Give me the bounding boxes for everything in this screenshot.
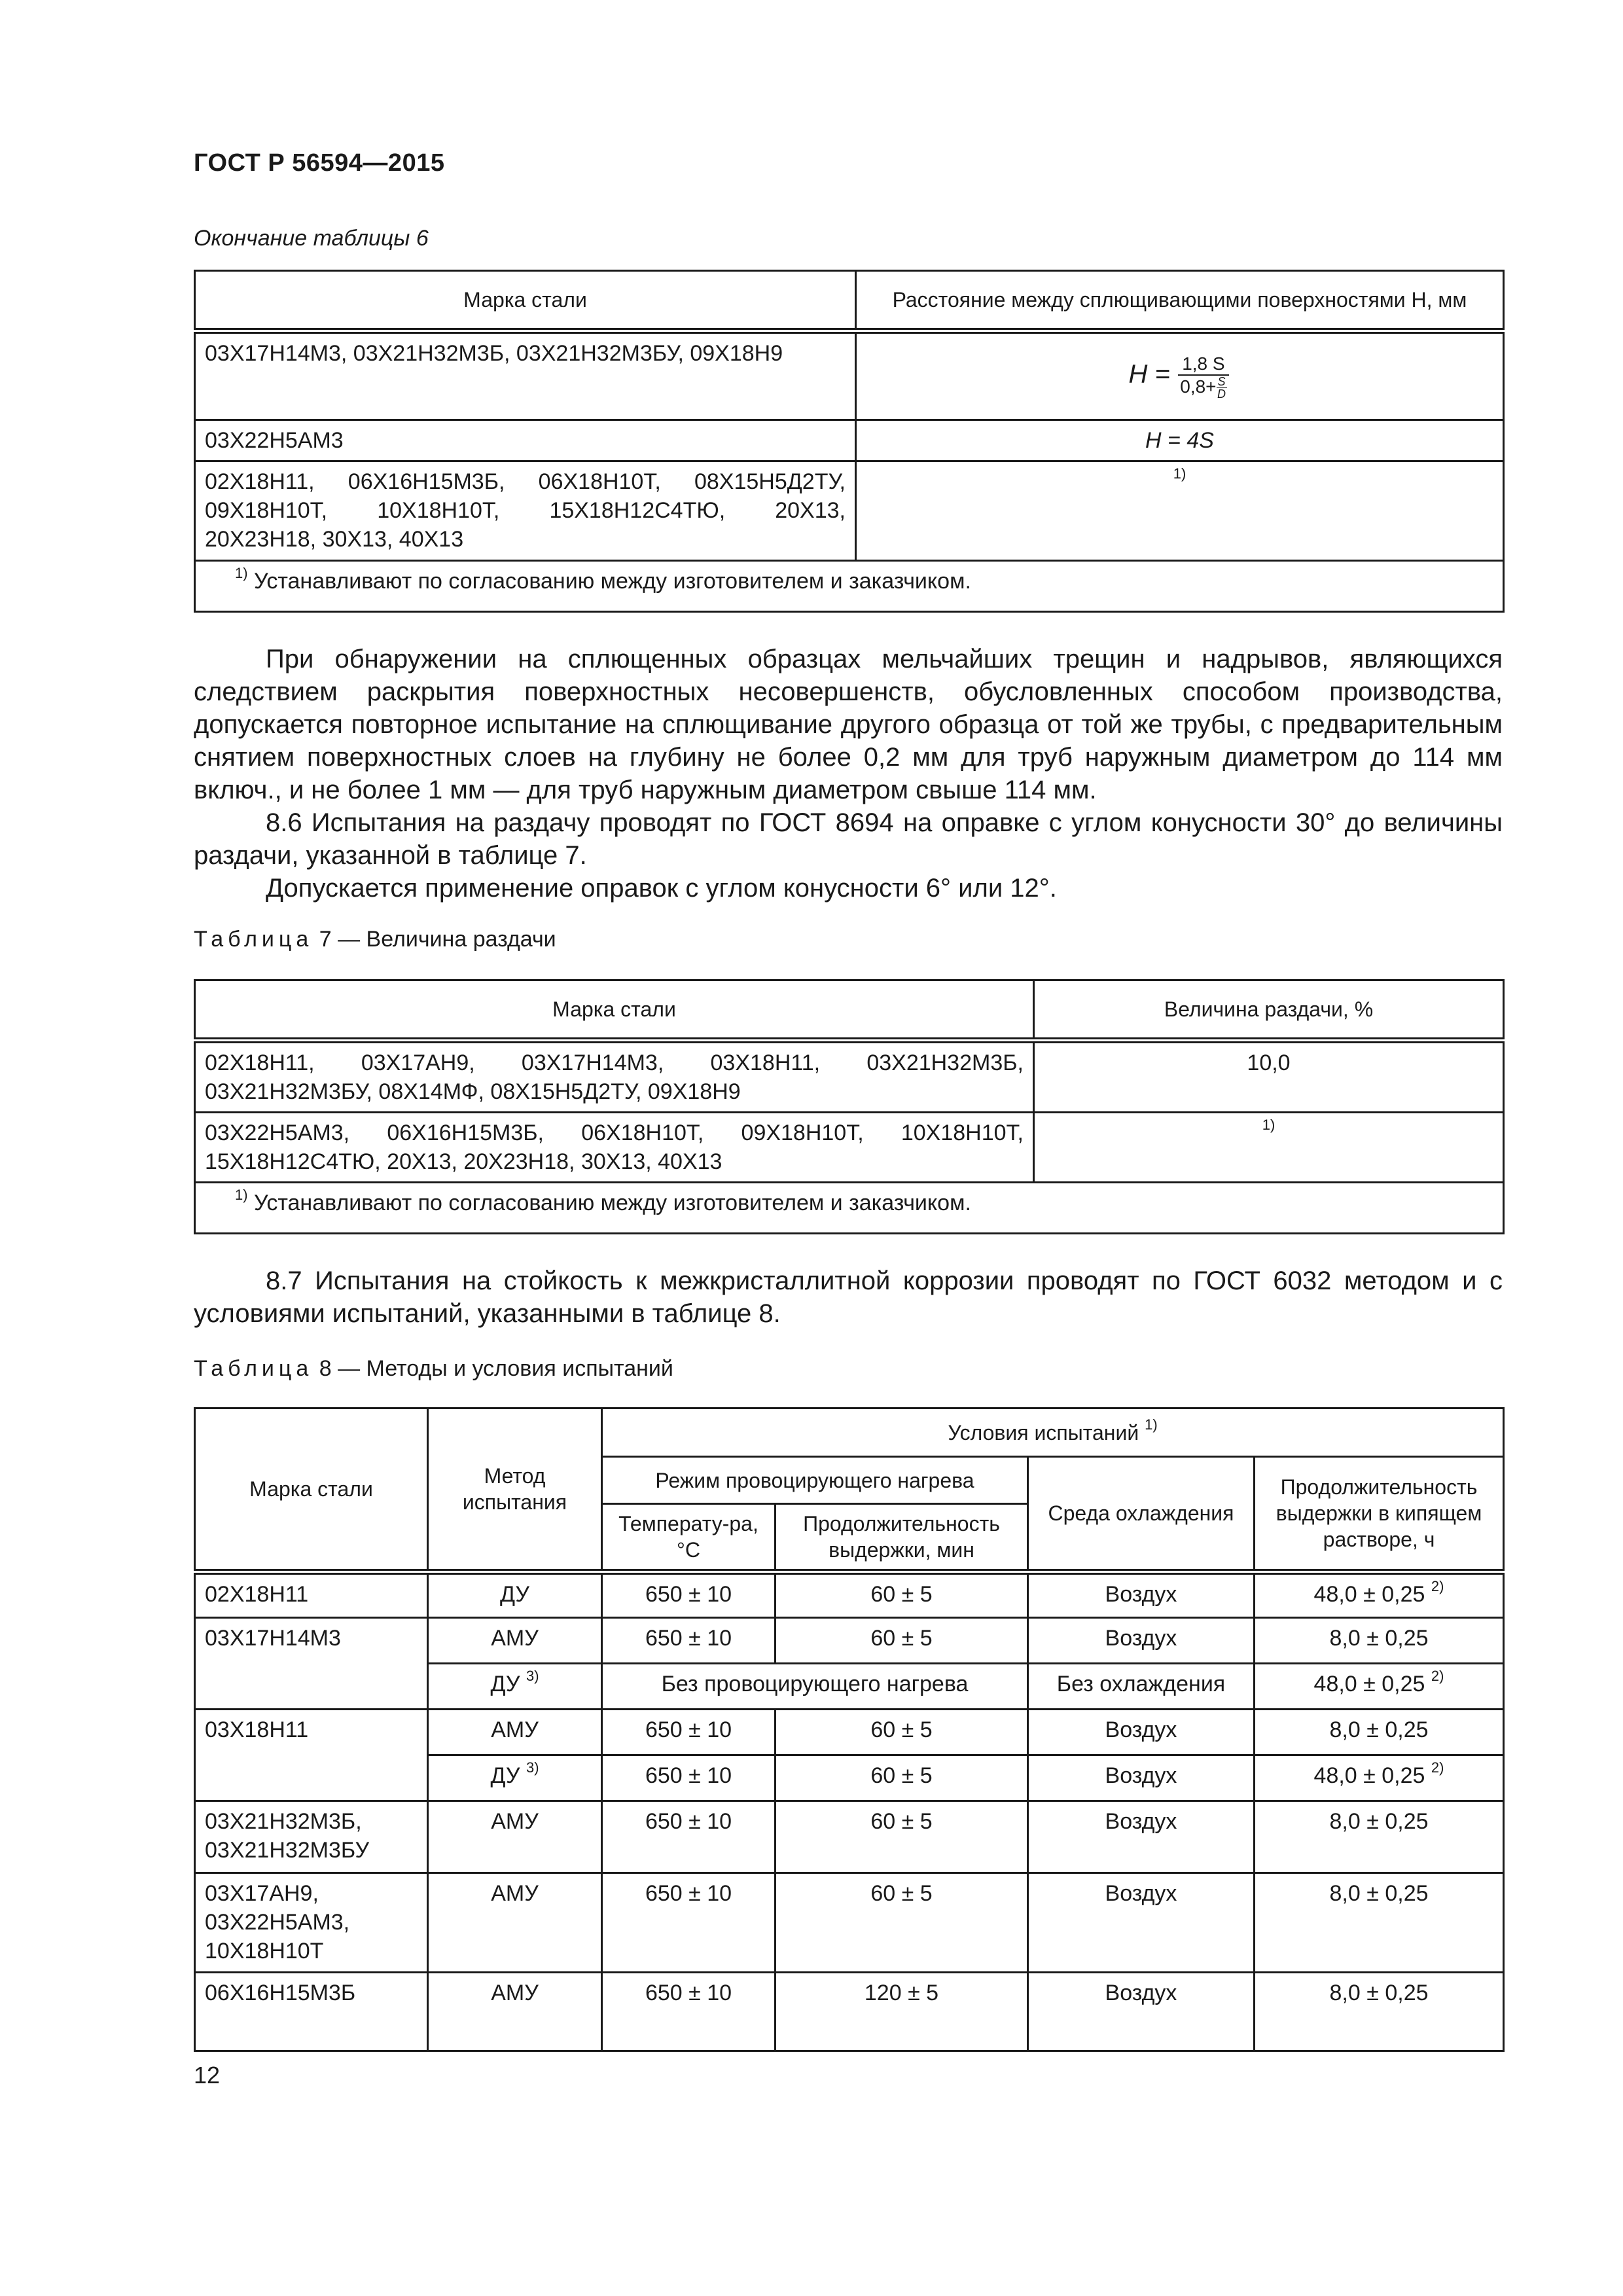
table8-row6-hold: 60 ± 5 (776, 1801, 1028, 1873)
paragraph-8-6: 8.6 Испытания на раздачу проводят по ГОСТ 8694 на оправке с углом конусности 30° до величины раздачи, указанной в таблице 7. (194, 808, 1503, 870)
table8-header-cooling: Среда охлаждения (1028, 1457, 1255, 1572)
table7-row2-line2: 15Х18Н12С4ТЮ, 20Х13, 20Х23Н18, 30Х13, 40Х13 (205, 1149, 722, 1174)
table7-caption (194, 927, 556, 952)
table8-row7-temp: 650 ± 10 (602, 1873, 776, 1973)
table8-header-heating: Режим провоцирующего нагрева (602, 1457, 1028, 1504)
table8-row2-steel: 03Х17Н14М3 (195, 1618, 428, 1710)
table8-header-steel: Марка стали (195, 1408, 428, 1572)
paragraph-mandrel: Допускается применение оправок с углом конусности 6° или 12°. (266, 874, 1057, 903)
table8-row7-steel (195, 1873, 428, 1973)
table7-row1-line1: 02Х18Н11, 03Х17АН9, 03Х17Н14М3, 03Х18Н11, 03Х21Н32М3Б, (205, 1050, 1024, 1075)
table8-row4-hold: 60 ± 5 (776, 1710, 1028, 1755)
table8-row8-cool: Воздух (1028, 1973, 1255, 2051)
table8-row2-boil: 8,0 ± 0,25 (1255, 1618, 1504, 1664)
table8-row2-hold: 60 ± 5 (776, 1618, 1028, 1664)
formula-mini-den: D (1217, 387, 1226, 401)
table8-row1-hold: 60 ± 5 (776, 1572, 1028, 1618)
formula-denominator (1176, 376, 1230, 400)
table8-header-method: Метод испытания (428, 1408, 602, 1572)
table7-row1-value: 10,0 (1034, 1041, 1504, 1113)
table8-row1-steel: 02Х18Н11 (195, 1572, 428, 1618)
table8-row7-method: АМУ (428, 1873, 602, 1973)
table6-header-steel: Марка стали (195, 271, 856, 331)
table6-row1-steel: 03Х17Н14М3, 03Х21Н32М3Б, 03Х21Н32М3БУ, 09Х18Н9 (195, 331, 856, 420)
table8-row2-temp: 650 ± 10 (602, 1618, 776, 1664)
table7-row1-line2: 03Х21Н32М3БУ, 08Х14МФ, 08Х15Н5Д2ТУ, 09Х18Н9 (205, 1079, 741, 1104)
table7-caption-word: Таблица (194, 927, 313, 952)
table8-caption-rest: 8 — Методы и условия испытаний (313, 1356, 673, 1381)
footnote-ref: 2) (1431, 1759, 1444, 1776)
table8-row5-boil (1255, 1755, 1504, 1801)
table8-row7-cool: Воздух (1028, 1873, 1255, 1973)
table8-row6-steel (195, 1801, 428, 1873)
table8-row3-method (428, 1664, 602, 1710)
table6-footnote-mark: 1) (235, 564, 248, 581)
footnote-ref: 1) (1262, 1116, 1275, 1133)
table8-row3-boil (1255, 1664, 1504, 1710)
table6-row3-steel (195, 461, 856, 561)
table8-row7-line2: 03Х22Н5АМ3, (205, 1910, 350, 1935)
table8-row8-steel: 06Х16Н15М3Б (195, 1973, 428, 2051)
table8-row4-steel: 03Х18Н11 (195, 1710, 428, 1801)
formula-numerator: 1,8 S (1178, 353, 1228, 376)
table8 (194, 1407, 1505, 2052)
table7-footnote-text: Устанавливают по согласованию между изготовителем и заказчиком. (247, 1191, 971, 1215)
footnote-ref: 1) (1145, 1416, 1158, 1433)
table8-row6-temp: 650 ± 10 (602, 1801, 776, 1873)
table8-row2-cool: Воздух (1028, 1618, 1255, 1664)
table8-row4-cool: Воздух (1028, 1710, 1255, 1755)
footnote-ref: 3) (526, 1667, 539, 1684)
table8-row4-temp: 650 ± 10 (602, 1710, 776, 1755)
table7-row2-value (1034, 1113, 1504, 1183)
table8-row1-method: ДУ (428, 1572, 602, 1618)
table6-row3-value (856, 461, 1504, 561)
table6-row3-line1: 02Х18Н11, 06Х16Н15М3Б, 06Х18Н10Т, 08Х15Н5Д2ТУ, (205, 469, 846, 494)
table8-row3-noheat: Без провоцирующего нагрева (602, 1664, 1028, 1710)
table6-header-distance: Расстояние между сплющивающими поверхностями H, мм (856, 271, 1504, 331)
table8-row5-hold: 60 ± 5 (776, 1755, 1028, 1801)
table7-caption-rest: 7 — Величина раздачи (313, 927, 556, 952)
footnote-ref: 2) (1431, 1577, 1444, 1594)
table6 (194, 270, 1505, 613)
table7-row2-steel (195, 1113, 1034, 1183)
table6-row2-formula: H = 4S (1145, 428, 1214, 453)
table8-header-hold: Продолжительность выдержки, мин (776, 1504, 1028, 1572)
table8-row8-temp: 650 ± 10 (602, 1973, 776, 2051)
formula-mini-fraction (1217, 376, 1227, 400)
table8-row6-cool: Воздух (1028, 1801, 1255, 1873)
table8-row8-method: АМУ (428, 1973, 602, 2051)
table7-header-steel: Марка стали (195, 980, 1034, 1041)
table8-row5-boil-value: 48,0 ± 0,25 (1313, 1763, 1425, 1788)
table8-conditions-label: Условия испытаний (948, 1420, 1139, 1444)
table7-footnote-mark: 1) (235, 1186, 248, 1203)
table8-header-boil: Продолжительность выдержки в кипящем растворе, ч (1255, 1457, 1504, 1572)
table8-row4-boil: 8,0 ± 0,25 (1255, 1710, 1504, 1755)
table7 (194, 979, 1505, 1234)
table8-row5-temp: 650 ± 10 (602, 1755, 776, 1801)
table6-footnote-text: Устанавливают по согласованию между изготовителем и заказчиком. (247, 569, 971, 594)
table8-row5-cool: Воздух (1028, 1755, 1255, 1801)
table7-header-value: Величина раздачи, % (1034, 980, 1504, 1041)
table8-row7-line3: 10Х18Н10Т (205, 1939, 324, 1964)
table6-footnote (195, 561, 1504, 612)
page-number: 12 (194, 2062, 221, 2089)
footnote-ref: 1) (1173, 465, 1186, 482)
paragraph-8-7: 8.7 Испытания на стойкость к межкристаллитной коррозии проводят по ГОСТ 6032 методом и с условиями испытаний, указанными в таблице 8. (194, 1266, 1503, 1328)
paragraph-flattening: При обнаружении на сплющенных образцах мельчайших трещин и надрывов, являющихся следствием раскрытия поверхностных несовершенств, обусловленных способом производства, допускается повторное испытание на сплющивание другого образца от той же трубы, с предварительным снятием поверхностных слоев на глубину не более 0,2 мм для труб наружным диаметром до 114 мм включ., и не более 1 мм — для труб наружным диаметром свыше 114 мм. (194, 645, 1503, 804)
table8-caption-word: Таблица (194, 1356, 313, 1381)
table8-row6-line1: 03Х21Н32М3Б, (205, 1809, 362, 1834)
formula-fraction (1176, 353, 1230, 400)
footnote-ref: 2) (1431, 1667, 1444, 1684)
table8-row8-hold: 120 ± 5 (776, 1973, 1028, 2051)
table8-row6-method: АМУ (428, 1801, 602, 1873)
table8-row1-temp: 650 ± 10 (602, 1572, 776, 1618)
table8-row2-method: АМУ (428, 1618, 602, 1664)
table8-row7-hold: 60 ± 5 (776, 1873, 1028, 1973)
table8-row3-method-value: ДУ (490, 1672, 520, 1696)
table8-row4-method: АМУ (428, 1710, 602, 1755)
table7-footnote (195, 1183, 1504, 1234)
table8-row3-cool: Без охлаждения (1028, 1664, 1255, 1710)
table8-row5-method (428, 1755, 602, 1801)
table8-header-conditions (602, 1408, 1504, 1457)
table8-row5-method-value: ДУ (490, 1763, 520, 1788)
formula-h: H = (1128, 359, 1170, 388)
table6-row3-line2: 09Х18Н10Т, 10Х18Н10Т, 15Х18Н12С4ТЮ, 20Х13, (205, 498, 846, 523)
table8-caption (194, 1356, 673, 1382)
table8-row1-cool: Воздух (1028, 1572, 1255, 1618)
table8-row1-boil-value: 48,0 ± 0,25 (1313, 1582, 1425, 1607)
table7-row2-line1: 03Х22Н5АМ3, 06Х16Н15М3Б, 06Х18Н10Т, 09Х18Н10Т, 10Х18Н10Т, (205, 1121, 1024, 1145)
table8-row3-boil-value: 48,0 ± 0,25 (1313, 1672, 1425, 1696)
table8-row1-boil (1255, 1572, 1504, 1618)
table8-row8-boil: 8,0 ± 0,25 (1255, 1973, 1504, 2051)
table6-row2-value (856, 420, 1504, 461)
table8-header-temp: Температу-ра, °С (602, 1504, 776, 1572)
table6-row1-formula (856, 331, 1504, 420)
footnote-ref: 3) (526, 1759, 539, 1776)
table6-row2-steel: 03Х22Н5АМ3 (195, 420, 856, 461)
formula-mini-num: S (1217, 374, 1226, 388)
formula-den-prefix: 0,8+ (1180, 376, 1217, 397)
table8-row6-line2: 03Х21Н32М3БУ (205, 1838, 370, 1863)
table6-row3-line3: 20Х23Н18, 30Х13, 40Х13 (205, 527, 464, 552)
table8-row7-boil: 8,0 ± 0,25 (1255, 1873, 1504, 1973)
table8-row7-line1: 03Х17АН9, (205, 1881, 319, 1906)
table7-row1-steel (195, 1041, 1034, 1113)
table6-caption: Окончание таблицы 6 (194, 226, 429, 251)
table8-row6-boil: 8,0 ± 0,25 (1255, 1801, 1504, 1873)
document-header: ГОСТ Р 56594—2015 (194, 149, 445, 177)
